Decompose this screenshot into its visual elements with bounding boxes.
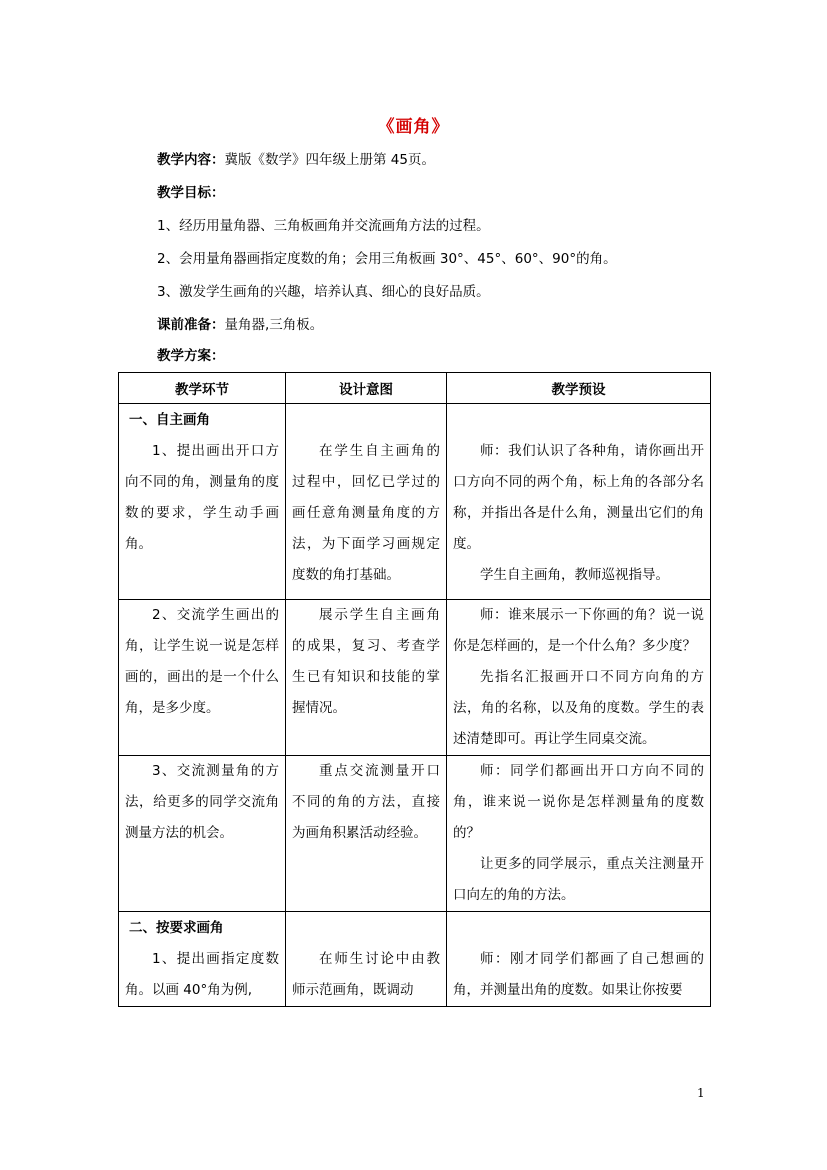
table-row [119,404,711,600]
preset-cell [447,756,711,912]
intent-cell [286,756,447,912]
intent-text: 在学生自主画角的过程中，回忆已学过的画任意角测量角度的方法，为下面学习画规定度数的角打基础。 [292,443,440,583]
content-text: 冀版《数学》四年级上册第 45页。 [224,152,435,168]
intent-cell [286,912,447,1007]
header-intent: 设计意图 [286,373,447,404]
preset-text: 先指名汇报画开口不同方向角的方法，角的名称，以及角的度数。学生的表述清楚即可。再让学生同桌交流。 [453,669,704,747]
content-label: 教学内容： [157,152,225,168]
page-number: 1 [697,1086,705,1100]
intent-text: 在师生讨论中由教师示范画角，既调动 [292,951,440,998]
preset-text: 师：谁来展示一下你画的角？说一说你是怎样画的，是一个什么角？多少度？ [453,607,704,654]
preparation-text: 量角器,三角板。 [224,317,324,333]
plan-heading [157,346,225,366]
preset-text: 学生自主画角，教师巡视指导。 [480,567,669,583]
section-title: 一、自主画角 [129,412,210,428]
table-row [119,756,711,912]
table-row [119,912,711,1007]
preparation-label: 课前准备： [157,317,225,333]
preset-text: 师：刚才同学们都画了自己想画的角，并测量出角的度数。如果让你按要 [453,951,704,998]
step-cell [119,600,286,756]
header-step: 教学环节 [119,373,286,404]
section-title: 二、按要求画角 [129,920,224,936]
objectives-label: 教学目标： [157,185,225,201]
document-title: 《画角》 [377,117,450,137]
lesson-plan-table [118,372,711,1007]
intent-cell [286,404,447,600]
preset-cell [447,912,711,1007]
objective-2: 2、会用量角器画指定度数的角；会用三角板画 30°、45°、60°、90°的角。 [157,251,617,267]
plan-label: 教学方案： [157,348,225,364]
table-header-row [119,373,711,404]
intent-text: 展示学生自主画角的成果，复习、考查学生已有知识和技能的掌握情况。 [292,607,440,716]
preset-cell [447,600,711,756]
intent-cell [286,600,447,756]
preset-text: 师：我们认识了各种角，请你画出开口方向不同的两个角，标上角的各部分名称，并指出各是什么角，测量出它们的角度。 [453,443,704,552]
objective-3: 3、激发学生画角的兴趣，培养认真、细心的良好品质。 [157,284,490,300]
intent-text: 重点交流测量开口不同的角的方法，直接为画角积累活动经验。 [292,763,440,841]
preset-cell [447,404,711,600]
header-preset: 教学预设 [447,373,711,404]
step-cell [119,912,286,1007]
preset-text: 师：同学们都画出开口方向不同的角，谁来说一说你是怎样测量角的度数的？ [453,763,704,841]
table-row [119,600,711,756]
step-cell [119,404,286,600]
content-line [157,150,435,170]
step-cell [119,756,286,912]
step-text: 1、提出画指定度数角。以画 40°角为例, [125,951,279,998]
objective-1: 1、经历用量角器、三角板画角并交流画角方法的过程。 [157,218,490,234]
objectives-heading [157,183,225,203]
step-text: 2、交流学生画出的角，让学生说一说是怎样画的，画出的是一个什么角，是多少度。 [125,607,279,716]
step-text: 3、交流测量角的方法，给更多的同学交流角测量方法的机会。 [125,763,279,841]
preset-text: 让更多的同学展示，重点关注测量开口向左的角的方法。 [453,856,704,903]
preparation-line [157,315,323,335]
step-text: 1、提出画出开口方向不同的角，测量角的度数的要求，学生动手画角。 [125,443,279,552]
